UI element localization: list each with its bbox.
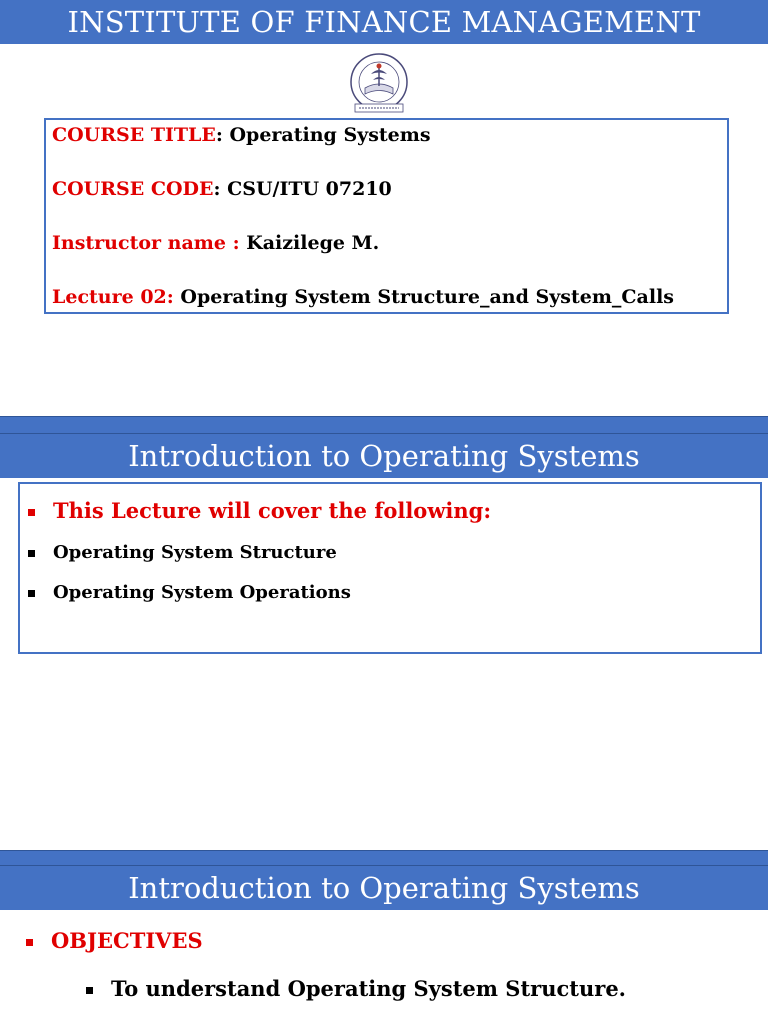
lecture-value: Operating System Structure_and System_Calls [173,286,674,308]
objectives-label: OBJECTIVES [51,928,203,953]
cover-bullet-structure [28,542,337,563]
bullet-square-icon [28,509,35,516]
instructor-line [52,232,379,254]
course-code-line [52,178,392,200]
bullet-square-icon [28,590,35,597]
bullet-square-icon [86,987,93,994]
instructor-value: Kaizilege M. [239,232,380,254]
course-title-label: COURSE TITLE [52,124,216,146]
lecture-line [52,286,674,308]
course-code-label: COURSE CODE [52,178,214,200]
cover-bullet-operations [28,582,351,603]
objective-text: To understand Operating System Structure. [111,976,626,1001]
cover-bullet-text: Operating System Structure [53,542,337,563]
institute-title: INSTITUTE OF FINANCE MANAGEMENT [0,0,768,44]
objectives-bullet [26,928,203,953]
slide3-top-strip [0,850,768,866]
slide2-heading: Introduction to Operating Systems [0,434,768,478]
lecture-cover-box [18,482,762,654]
bullet-square-icon [26,939,33,946]
course-title-value: : Operating Systems [215,124,431,146]
bullet-square-icon [28,550,35,557]
lecture-label: Lecture 02: [52,286,174,308]
course-code-value: : CSU/ITU 07210 [213,178,392,200]
cover-bullet-text: Operating System Operations [53,582,351,603]
objective-item [86,976,626,1001]
course-title-line [52,124,431,146]
course-info-box [44,118,729,314]
cover-intro-text: This Lecture will cover the following: [53,498,492,523]
instructor-label: Instructor name : [52,232,240,254]
slide3-heading: Introduction to Operating Systems [0,866,768,910]
slide2-top-strip [0,416,768,434]
cover-intro-bullet [28,498,491,523]
institute-logo-icon [345,52,413,114]
